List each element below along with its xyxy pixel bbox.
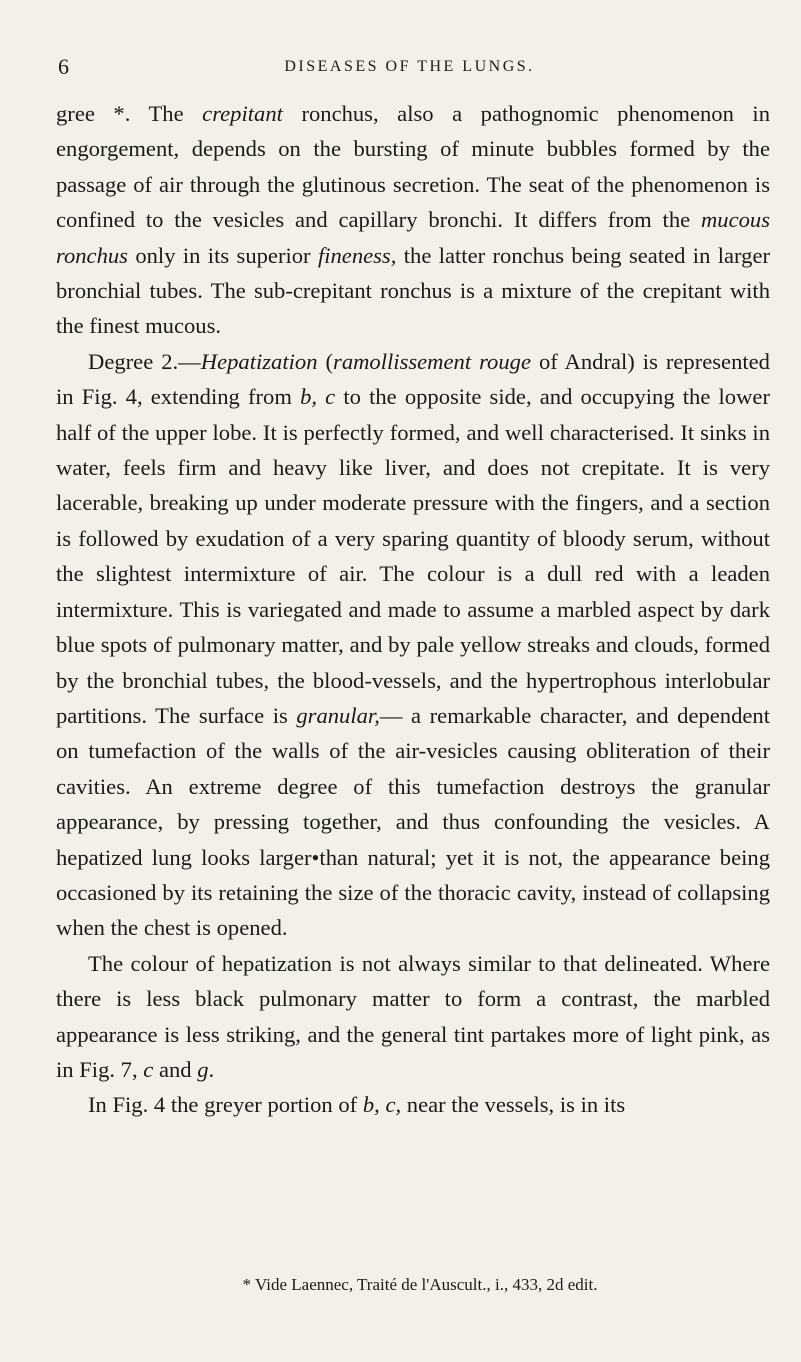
text-run: ronchus, also a pathognomic phenomenon in engorgement, depends on the bursting of minute bubbles formed by the passage of air through the glutinous secretion. The seat of the phenomenon is confined to the vesicles and capillary bronchi. It differs from the — [56, 101, 770, 233]
text-run: to the opposite side, and occupying the lower half of the upper lobe. It is perfectly formed, and well characterised. It sinks in water, feels firm and heavy like liver, and does not crepitate. It is very lacerable, breaking up under moderate pressure with the fingers, and a section is followed by exudation of a very sparing quantity of bloody serum, without the slightest intermixture of air. The colour is a dull red with a leaden intermixture. This is variegated and made to assume a marbled aspect by dark blue spots of pulmonary matter, and by pale yellow streaks and clouds, formed by the bronchial tubes, the blood-vessels, and the hypertrophous interlobular partitions. The surface is — [56, 384, 770, 728]
italic-run: crepitant — [202, 101, 283, 126]
text-run: . — [208, 1056, 215, 1082]
text-run: In Fig. 4 the greyer portion of — [88, 1092, 363, 1118]
italic-run: Hepatization — [200, 348, 318, 374]
text-run: The colour of hepatization is not always similar to that delineated. Where there is less black pulmonary matter to form a contrast, the marbled appearance is less striking, and the general tint partakes more of light pink, as in Fig. 7, — [56, 950, 770, 1082]
text-run: near the vessels, is in its — [401, 1092, 626, 1118]
running-head: DISEASES OF THE LUNGS. — [284, 58, 535, 75]
paragraph-hepatization — [56, 344, 770, 946]
italic-run: granular, — [296, 702, 380, 728]
italic-run: ramollissement rouge — [333, 348, 531, 374]
italic-run: b, c, — [362, 1092, 402, 1118]
italic-run: fineness, — [317, 242, 397, 268]
italic-run: c — [143, 1056, 154, 1082]
paragraph-crepitant-ronchus — [56, 96, 770, 344]
text-run: of Andral) is represented in Fig. 4, extending from — [56, 348, 770, 410]
italic-run: b, c — [300, 384, 336, 410]
body-text — [56, 96, 770, 1123]
text-run: ( — [317, 348, 334, 374]
text-run: gree *. The — [56, 101, 203, 126]
text-run: the latter ronchus being seated in larger bronchial tubes. The sub-crepitant ronchus is a mixture of the crepitant with the finest mucous. — [56, 242, 770, 339]
text-run: — a remarkable character, and dependent on tumefaction of the walls of the air-vesicles causing obliteration of their cavities. An extreme degree of this tumefaction destroys the granular appearance, by pressing together, and thus confounding the vesicles. A hepatized lung looks larger•than natural; yet it is not, the appearance being occasioned by its retaining the size of the thoracic cavity, instead of collapsing when the chest is opened. — [56, 702, 770, 941]
italic-run: g — [197, 1056, 209, 1082]
page-header — [58, 54, 761, 84]
text-run: only in its superior — [127, 242, 318, 268]
text-run: and — [153, 1056, 198, 1082]
text-run: Degree 2.— — [88, 348, 201, 374]
page-number: 6 — [58, 54, 69, 79]
footnote: * Vide Laennec, Traité de l'Auscult., i., 433, 2d edit. — [242, 1275, 598, 1294]
paragraph-colour-of-hepatization — [56, 946, 770, 1088]
italic-run: mucous ronchus — [56, 207, 770, 268]
paragraph-greyer-portion — [56, 1087, 770, 1122]
